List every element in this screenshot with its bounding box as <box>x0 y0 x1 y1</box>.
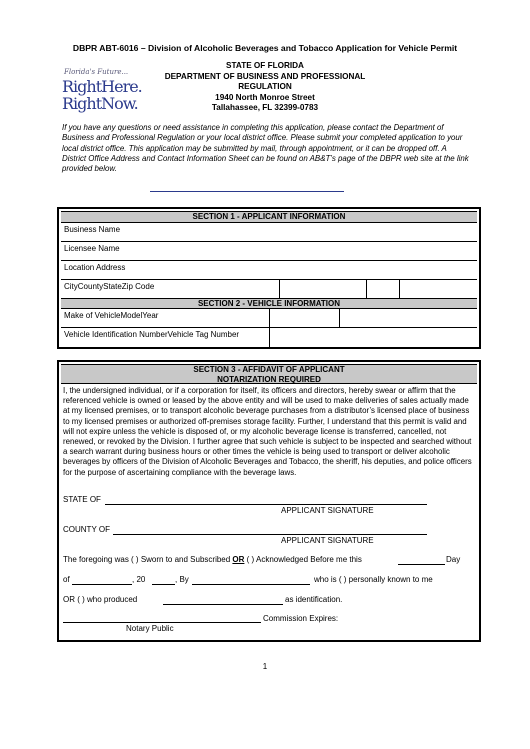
section3-heading-line2: NOTARIZATION REQUIRED <box>217 375 321 384</box>
state-of-label: STATE OF <box>63 495 101 504</box>
affidavit-text: I, the undersigned individual, or if a corporation for itself, its officers and directors, hereby swear or affirm that the referenced vehicle is owned or leased by the above entity and will be used to make deliveries of sales actually made at my licensed premises, or to transport alcoholic beverage purchases from a distributor’s licensed place of business to my licensed premises or authorized off-premises storage facility. Further, I understand that this permit is valid and will not expire unless the vehicle is disposed of, or my alcoholic beverage license is transferred, cancelled, not renewed, or revoked by the Division. I further agree that such vehicle is subject to be inspected and searched without a search warrant during business hours or other times the vehicle is being used to transport or deliver alcoholic beverages by officers of the Division of Alcoholic Beverages and Tobacco, the sheriff, his deputies, and police officers for the purpose of ascertaining compliance with the beverage laws. <box>63 386 472 477</box>
day-label: Day <box>446 555 461 564</box>
applicant-vehicle-box <box>57 207 481 349</box>
as-identification-text: as identification. <box>285 595 343 604</box>
divider <box>279 280 280 298</box>
section3-heading <box>61 364 477 384</box>
by-label: , By <box>175 575 189 584</box>
foregoing-line <box>63 555 362 564</box>
business-name-label: Business Name <box>64 225 121 234</box>
section3-heading-line1: SECTION 3 - AFFIDAVIT OF APPLICANT <box>193 365 345 374</box>
or-text: OR <box>232 555 245 564</box>
divider <box>366 280 367 298</box>
applicant-signature-label: APPLICANT SIGNATURE <box>281 506 374 515</box>
florida-logo <box>62 68 152 116</box>
agency-line: STATE OF FLORIDA <box>226 61 304 70</box>
logo-line-2: RightNow. <box>62 94 138 113</box>
of-label: of <box>63 575 70 584</box>
acknowledged-text: ( ) Acknowledged Before me this <box>244 555 362 564</box>
divider <box>339 309 340 328</box>
divider <box>269 309 270 328</box>
affidavit-box <box>57 360 481 642</box>
licensee-name-field[interactable] <box>61 242 477 261</box>
identification-line[interactable] <box>163 604 283 605</box>
county-of-label: COUNTY OF <box>63 525 110 534</box>
notary-public-label: Notary Public <box>126 624 174 633</box>
section1-heading: SECTION 1 - APPLICANT INFORMATION <box>61 211 477 223</box>
section2-heading: SECTION 2 - VEHICLE INFORMATION <box>61 298 477 309</box>
form-title: DBPR ABT-6016 – Division of Alcoholic Beverages and Tobacco Application for Vehicle Permit <box>72 43 458 53</box>
agency-address <box>150 61 380 114</box>
county-of-line[interactable] <box>113 534 427 535</box>
agency-line: Tallahassee, FL 32399-0783 <box>211 103 319 112</box>
foregoing-text: The foregoing was ( ) Sworn to and Subscribed <box>63 555 233 564</box>
agency-line: 1940 North Monroe Street <box>215 92 315 102</box>
applicant-signature-label: APPLICANT SIGNATURE <box>281 536 374 545</box>
year-prefix: , 20 <box>132 575 146 584</box>
web-link-line[interactable] <box>150 191 344 192</box>
city-county-state-zip-field[interactable] <box>61 280 477 298</box>
make-model-year-label: Make of VehicleModelYear <box>64 311 159 320</box>
day-line[interactable] <box>398 564 445 565</box>
agency-line: DEPARTMENT OF BUSINESS AND PROFESSIONAL <box>164 71 366 81</box>
produced-label: OR ( ) who produced <box>63 595 138 604</box>
city-county-state-zip-label: CityCountyStateZip Code <box>64 282 155 291</box>
year-line[interactable] <box>152 584 175 585</box>
divider <box>399 280 400 298</box>
location-address-label: Location Address <box>64 263 126 272</box>
page-number: 1 <box>262 662 268 671</box>
logo-line-1: RightHere. <box>62 77 142 96</box>
vin-tag-label: Vehicle Identification NumberVehicle Tag Number <box>64 330 240 339</box>
divider <box>269 328 270 347</box>
month-line[interactable] <box>72 584 132 585</box>
business-name-field[interactable] <box>61 223 477 242</box>
state-of-line[interactable] <box>105 504 427 505</box>
instructions-paragraph: If you have any questions or need assistance in completing this application, please contact the Department of Business and Professional Regulation or your local district office. Please submit your completed application to your local district office. This application may be submitted by mail, through appointment, or it can be dropped off. A District Office Address and Contact Information Sheet can be found on AB&T’s page of the DBPR web site at the link provided below. <box>62 123 469 174</box>
by-line[interactable] <box>192 584 310 585</box>
agency-line: REGULATION <box>238 82 292 91</box>
logo-tagline: Florida's Future... <box>64 68 129 76</box>
personally-known-text: who is ( ) personally known to me <box>314 575 433 584</box>
notary-signature-line[interactable] <box>63 622 261 623</box>
licensee-name-label: Licensee Name <box>64 244 120 253</box>
commission-expires-label: Commission Expires: <box>263 614 339 623</box>
location-address-field[interactable] <box>61 261 477 280</box>
